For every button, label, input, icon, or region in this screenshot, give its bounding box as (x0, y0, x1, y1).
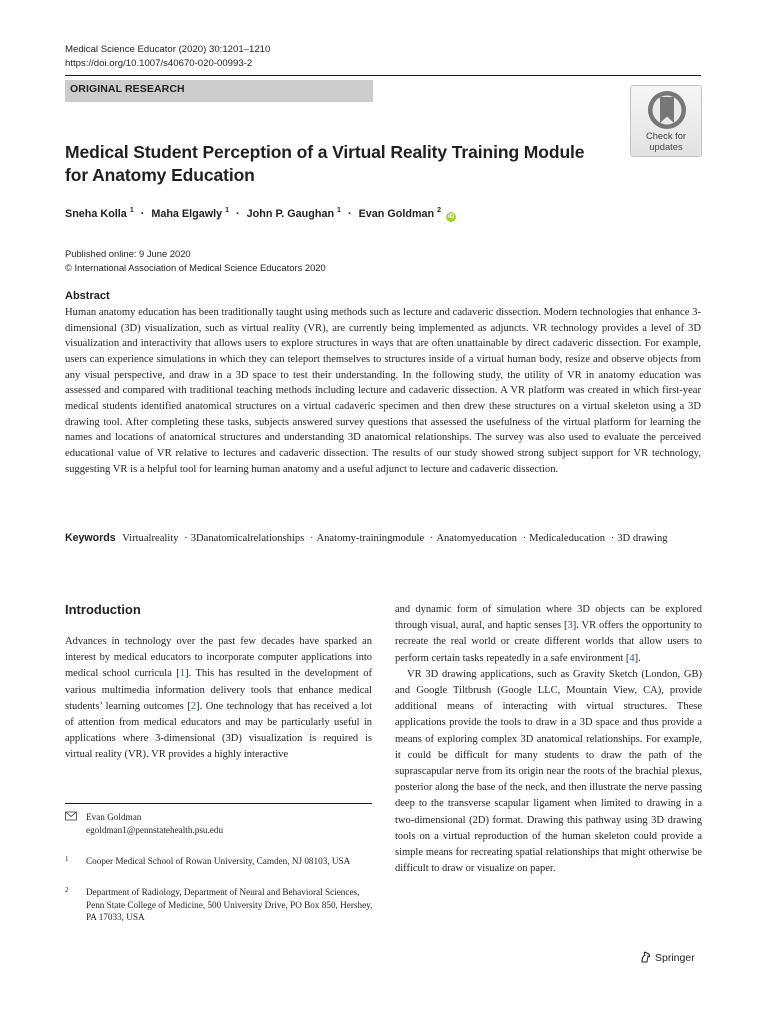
keyword-item: 3D drawing (617, 533, 668, 544)
author-separator: · (236, 208, 240, 220)
affiliation-1: Cooper Medical School of Rowan University, Camden, NJ 08103, USA (86, 856, 351, 866)
introduction-heading: Introduction (65, 602, 141, 617)
keyword-item: Anatomyeducation (436, 533, 517, 544)
text-run: and dynamic form of simulation where 3D objects can be explored through visual, aural, and haptic senses [ (395, 604, 702, 632)
copyright-line (65, 261, 326, 275)
section-label: ORIGINAL RESEARCH (65, 80, 373, 102)
paragraph (65, 634, 372, 764)
keywords-label: Keywords (65, 532, 116, 544)
journal-citation (65, 43, 270, 71)
author-separator: · (347, 208, 352, 220)
badge-line-2: updates (649, 141, 683, 152)
author-name[interactable]: Maha Elgawly (151, 208, 223, 220)
abstract-text: Human anatomy education has been traditionally taught using methods such as lecture and cadaveric dissection. Modern technologies that enhance 3-dimensional (3D) visualization, such as virtual reality (VR), are currently being implemented as adjuncts. VR technology provides a level of 3D visualization and interactivity that allows users to explore structures in ways that are often unattainable by direct cadaveric dissection. For example, users can experience simulations in which they can teleport themselves to structures inside of a virtual human body, resize and observe objects from any visual perspective, and draw in a 3D space to test their understanding. In the following study, the utility of VR in anatomy education was assessed and compared with traditional teaching methods including lecture and cadaveric dissection. A VR platform was created in which first-year medical students identified anatomical structures on a virtual cadaveric specimen and then drew these structures on a virtual skeleton using a 3D drawing tool. After completing these tasks, subjects answered survey questions that assessed the usefulness of the virtual platform for learning the names and locations of anatomical structures and understanding 3D anatomical relationships. The survey was also used to evaluate the perceived educational value of VR relative to lectures and cadaveric dissection. The results of our study showed strong subject support for VR technology, suggesting VR is a helpful tool for learning human anatomy and a useful adjunct to lecture and cadaveric dissection. (65, 307, 701, 475)
text-run: Advances in technology over the past few decades have sparked an interest by medical educators to incorporate computer applications into medical school curricula [ (65, 636, 372, 680)
author-affiliation: 1 (225, 207, 230, 214)
affiliation-number: 2 (65, 886, 69, 894)
publication-info (65, 247, 326, 275)
keyword-item: Medicaleducation (529, 533, 606, 544)
text-run: ]. One technology that has received a lot of attention from medical educators and may be particularly useful in applications where 3-dimensional (3D) visualization is required is virtual reality (VR). VR provides a highly interactive (65, 700, 372, 761)
publisher-logo (640, 951, 695, 964)
citation-link[interactable]: 1 (179, 668, 186, 680)
keyword-item: 3Danatomicalrelationships (190, 533, 305, 544)
publisher-name: Springer (655, 952, 695, 964)
copyright-text: International Association of Medical Science Educators 2020 (74, 262, 326, 273)
badge-line-1: Check for (645, 130, 687, 141)
affiliation-number: 1 (65, 855, 69, 863)
doi-link[interactable]: https://doi.org/10.1007/s40670-020-00993-2 (65, 58, 253, 69)
text-run: ]. (634, 652, 641, 664)
citation-link[interactable]: 3 (567, 620, 573, 632)
author-name[interactable]: John P. Gaughan (246, 208, 335, 220)
keyword-separator: · (309, 533, 314, 544)
abstract-heading: Abstract (65, 290, 110, 302)
author-affiliation: 1 (337, 207, 341, 214)
paragraph: VR 3D drawing applications, such as Gravity Sketch (London, GB) and Google Tiltbrush (Google LLC, Mountain View, CA), provide additional means of interacting with virtual structures. These applications provide the tools to draw in a 3D space and thus provide a means of exploring complex 3D anatomical relationships. For example, it could be difficult for many students to draw the path of the suprascapular nerve from its origin near the roots of the brachial plexus, posterior along the base of the neck, and then illustrate the nerve passing deep to the transverse scapular ligament when limited to drawing in a two-dimensional (2D) format. Drawing this pathway using 3D drawing tools on a virtual reproduction of the human skeleton could provide a simple means for recreating spatial relationships that might otherwise be difficult to draw or visualize on paper. (395, 668, 702, 875)
orcid-icon[interactable]: iD (448, 214, 455, 220)
introduction-column-1 (65, 634, 372, 764)
check-for-updates-badge[interactable] (630, 85, 702, 157)
author-separator: · (140, 208, 145, 220)
introduction-column-2 (395, 602, 702, 877)
contact-name: Evan Goldman (86, 812, 142, 822)
affiliation-2: Department of Radiology, Department of Neural and Behavioral Sciences, Penn State College of Medicine, 500 University Drive, PO Box 850, Hershey, PA 17033, USA (86, 887, 373, 923)
citation-link[interactable]: 2 (190, 700, 197, 712)
header-rule (65, 75, 701, 76)
contact-email[interactable]: egoldman1@pennstatehealth.psu.edu (86, 825, 224, 835)
keyword-separator: · (429, 533, 434, 544)
springer-horse-icon (640, 951, 652, 963)
bookmark-check-icon (646, 89, 688, 131)
author-affiliation: 1 (129, 207, 134, 214)
title-line-1: Medical Student Perception of a Virtual Reality Training Module (65, 142, 585, 162)
author-name[interactable]: Sneha Kolla (65, 208, 127, 220)
keyword-item: Virtualreality (122, 533, 179, 544)
copyright-symbol: © (65, 262, 72, 273)
keyword-separator: · (522, 533, 527, 544)
journal-line: Medical Science Educator (2020) 30:1201–1210 (65, 44, 271, 55)
keywords (65, 531, 701, 547)
author-list (65, 207, 456, 222)
keyword-separator: · (610, 533, 615, 544)
article-title (65, 141, 625, 187)
footnote-rule (65, 803, 372, 804)
text-run: ]. This has resulted in the development of various multimedia information delivery tools that enhance medical students’ learning outcomes [ (65, 668, 373, 712)
keyword-item: Anatomy-trainingmodule (316, 533, 425, 544)
keyword-separator: · (184, 533, 188, 544)
published-date: Published online: 9 June 2020 (65, 248, 191, 259)
author-affiliation: 2 (437, 207, 442, 214)
paragraph (395, 602, 702, 667)
title-line-2: for Anatomy Education (65, 165, 255, 185)
envelope-icon (65, 811, 77, 825)
citation-link[interactable]: 4 (629, 652, 635, 664)
author-name[interactable]: Evan Goldman (358, 208, 435, 220)
text-run: ]. VR offers the opportunity to recreate the real world or create different worlds that allow users to perform certain tasks repeatedly in a safe environment [ (395, 620, 703, 664)
